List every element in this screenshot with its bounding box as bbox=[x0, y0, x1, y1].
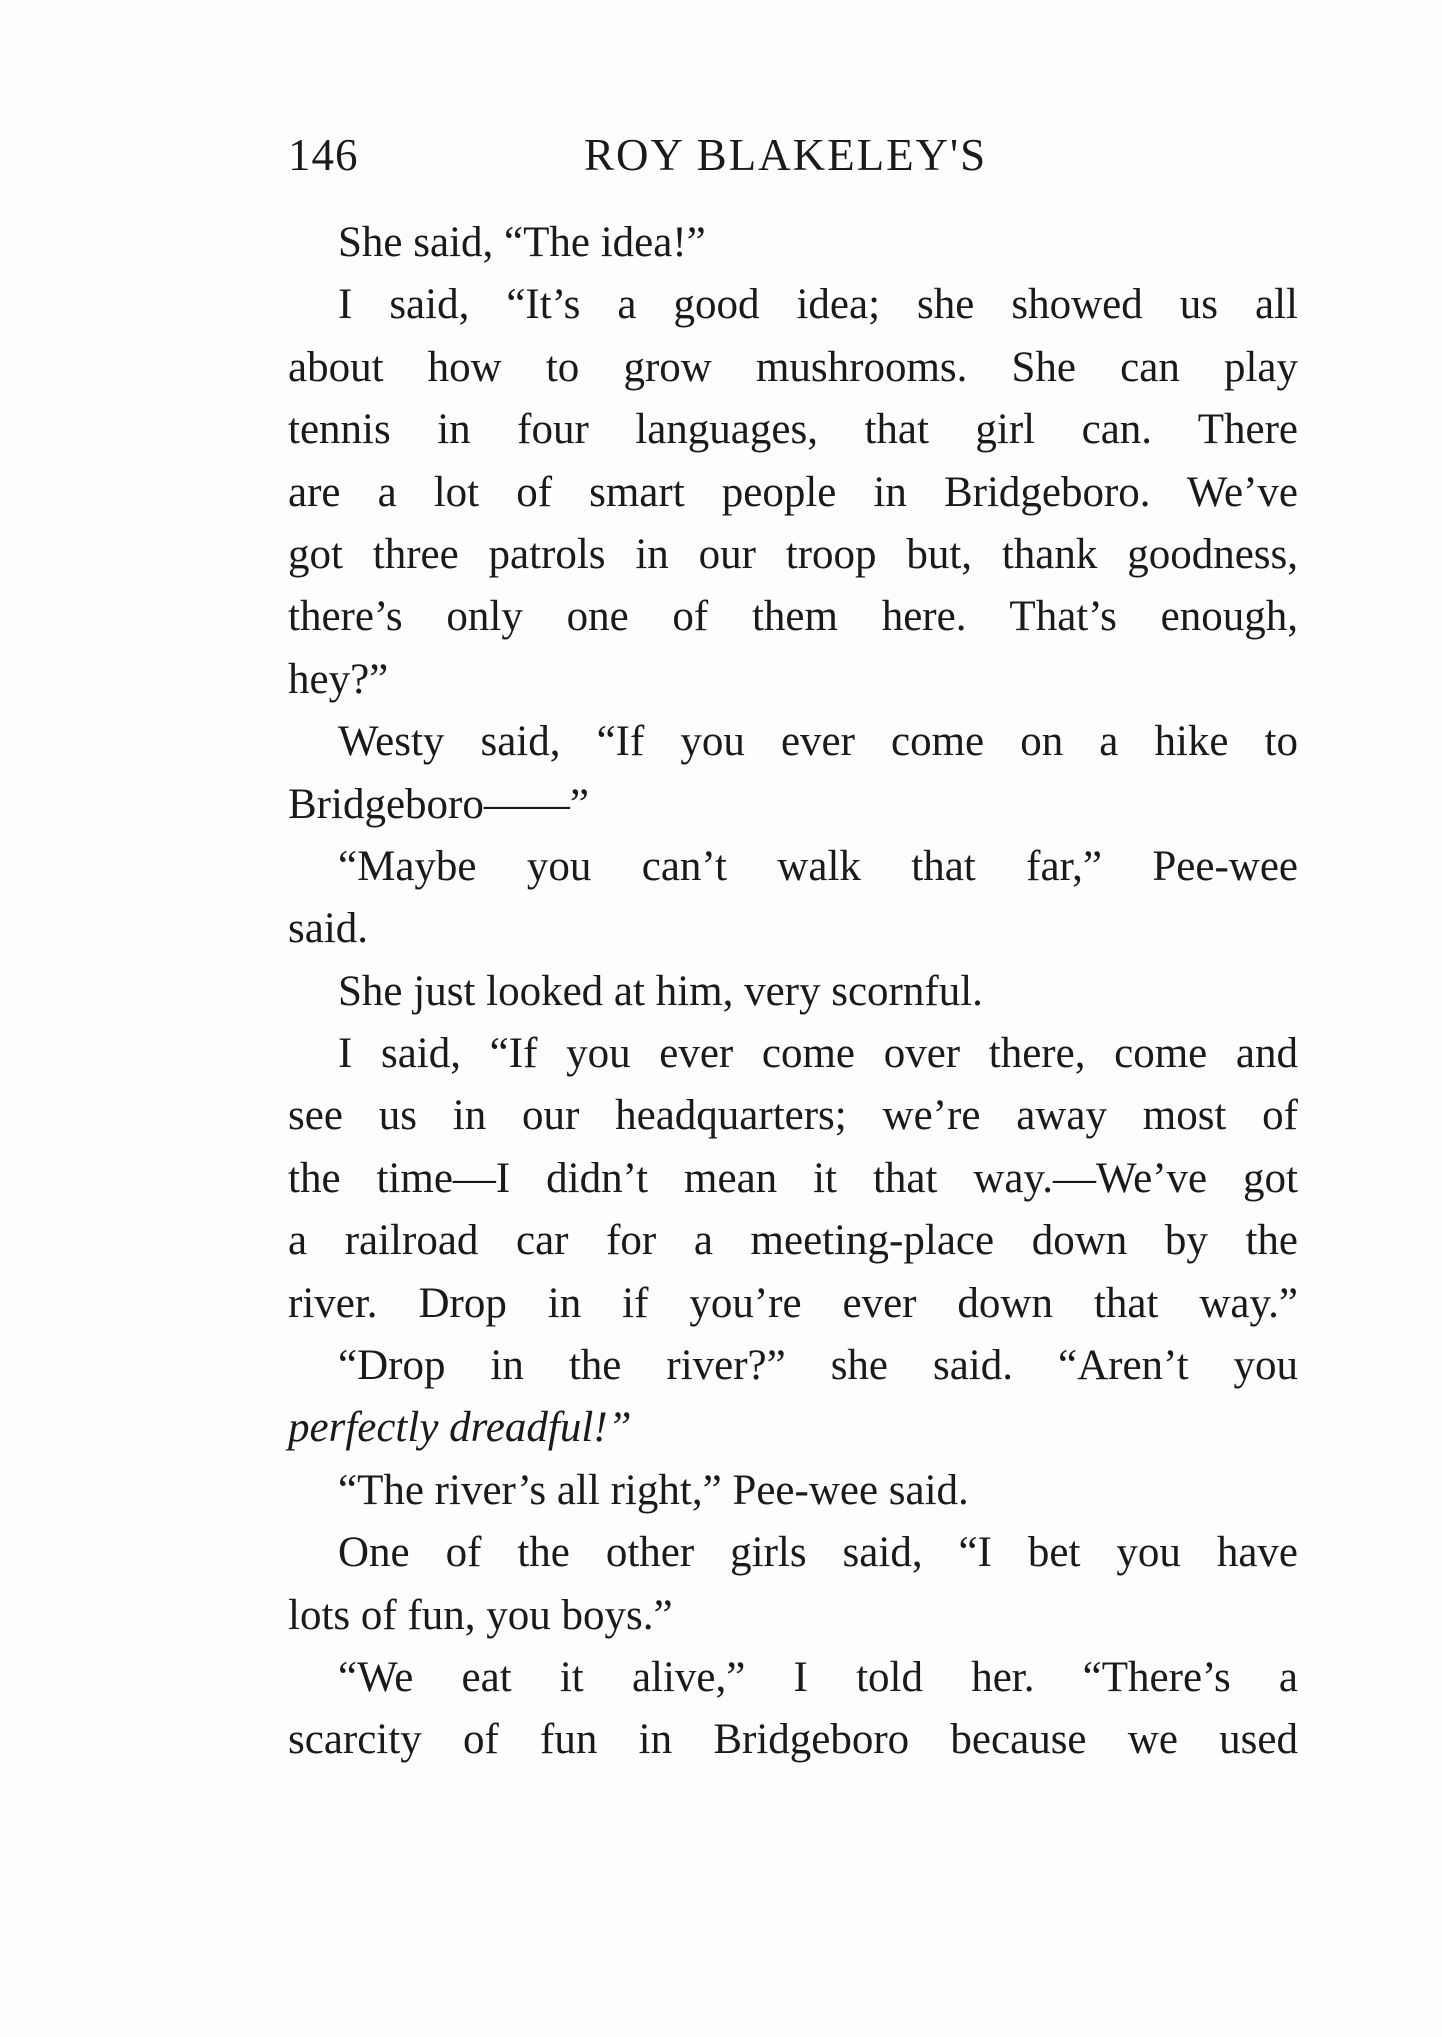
text-line: I said, “It’s a good idea; she showed us all bbox=[338, 281, 1298, 329]
text-line: about how to grow mushrooms. She can play bbox=[288, 343, 1298, 391]
text-line: the time—I didn’t mean it that way.—We’ve got bbox=[288, 1154, 1298, 1202]
text-line: She just looked at him, very scornful. bbox=[338, 967, 983, 1015]
text-line: Bridgeboro——” bbox=[288, 780, 589, 828]
text-line: “Drop in the river?” she said. “Aren’t you bbox=[338, 1342, 1298, 1390]
text-line: “Maybe you can’t walk that far,” Pee-wee bbox=[338, 842, 1298, 890]
text-line: I said, “If you ever come over there, come and bbox=[338, 1030, 1298, 1078]
body-text bbox=[288, 212, 1298, 1772]
page-header bbox=[288, 120, 1298, 190]
text-line: Westy said, “If you ever come on a hike to bbox=[338, 718, 1298, 766]
running-head: ROY BLAKELEY'S bbox=[584, 130, 988, 180]
text-line: see us in our headquarters; we’re away most of bbox=[288, 1092, 1298, 1140]
text-line: said. bbox=[288, 905, 369, 953]
text-line: “We eat it alive,” I told her. “There’s a bbox=[338, 1653, 1298, 1701]
page-number: 146 bbox=[288, 130, 359, 180]
text-line: She said, “The idea!” bbox=[338, 219, 706, 266]
text-line: lots of fun, you boys.” bbox=[288, 1591, 673, 1639]
text-line: river. Drop in if you’re ever down that way.” bbox=[288, 1279, 1298, 1327]
text-line: “The river’s all right,” Pee-wee said. bbox=[338, 1466, 969, 1514]
text-line: One of the other girls said, “I bet you have bbox=[338, 1529, 1298, 1577]
text-line: got three patrols in our troop but, thank goodness, bbox=[288, 530, 1298, 578]
text-line: a railroad car for a meeting-place down by the bbox=[288, 1217, 1298, 1265]
text-line: scarcity of fun in Bridgeboro because we used bbox=[288, 1716, 1298, 1764]
text-line: there’s only one of them here. That’s enough, bbox=[288, 593, 1298, 641]
text-line: are a lot of smart people in Bridgeboro. We’ve bbox=[288, 468, 1298, 516]
text-line: tennis in four languages, that girl can. There bbox=[288, 406, 1298, 454]
text-line: perfectly dreadful!” bbox=[288, 1404, 632, 1452]
text-line: hey?” bbox=[288, 655, 389, 703]
